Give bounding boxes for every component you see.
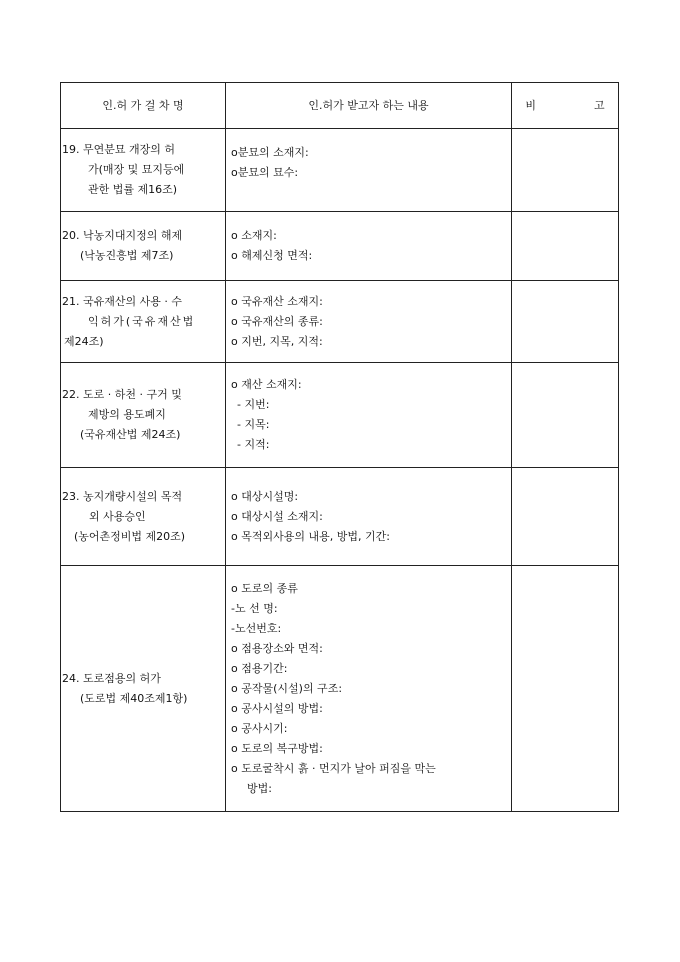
procedure-cell xyxy=(61,281,226,363)
table-row xyxy=(61,129,619,212)
content-cell xyxy=(226,212,512,281)
table-row xyxy=(61,468,619,566)
procedure-line: 가(매장 및 묘지등에 xyxy=(88,163,185,176)
table-row xyxy=(61,212,619,281)
content-line: o 대상시설 소재지: xyxy=(231,509,323,523)
procedure-line: 23. 농지개량시설의 목적 xyxy=(62,489,183,503)
content-line: o 대상시설명: xyxy=(231,489,299,503)
content-line: o 지번, 지목, 지적: xyxy=(231,334,323,348)
permit-table xyxy=(60,82,619,812)
content-line: -노 선 명: xyxy=(231,601,278,615)
content-line: o 공사시기: xyxy=(231,721,288,735)
procedure-line: (도로법 제40조제1항) xyxy=(80,691,188,705)
content-cell xyxy=(226,566,512,812)
procedure-cell xyxy=(61,363,226,468)
procedure-line: 외 사용승인 xyxy=(89,509,146,523)
content-cell xyxy=(226,281,512,363)
content-line: o 도로의 종류 xyxy=(231,581,298,595)
content-line: o분묘의 묘수: xyxy=(231,166,299,179)
content-line: - 지번: xyxy=(237,398,270,411)
header-row xyxy=(61,83,619,129)
content-cell xyxy=(226,129,512,212)
procedure-line: 19. 무연분묘 개장의 허 xyxy=(62,143,175,156)
procedure-line: 관한 법률 제16조) xyxy=(88,183,178,196)
procedure-cell xyxy=(61,566,226,812)
content-line: o 점용기간: xyxy=(231,661,288,675)
procedure-line: 제방의 용도폐지 xyxy=(88,408,166,421)
remarks-cell xyxy=(512,566,619,812)
header-remarks xyxy=(512,83,619,129)
content-cell xyxy=(226,363,512,468)
header-remarks-a: 비 xyxy=(525,98,536,112)
procedure-cell xyxy=(61,129,226,212)
procedure-cell xyxy=(61,212,226,281)
header-content: 인.허가 받고자 하는 내용 xyxy=(226,83,512,129)
procedure-line: (국유재산법 제24조) xyxy=(80,428,181,441)
table-row xyxy=(61,566,619,812)
procedure-line: 익허가(국유재산법 xyxy=(88,314,196,328)
procedure-line: 22. 도로 · 하천 · 구거 및 xyxy=(62,388,182,401)
content-line: o 재산 소재지: xyxy=(231,378,302,391)
procedure-line: 24. 도로점용의 허가 xyxy=(62,671,161,685)
procedure-line: 21. 국유재산의 사용 · 수 xyxy=(62,294,182,308)
content-line: o 점용장소와 면적: xyxy=(231,641,323,655)
remarks-cell xyxy=(512,363,619,468)
content-line: o 도로굴착시 흙 · 먼지가 날아 퍼짐을 막는 xyxy=(231,761,436,775)
header-remarks-b: 고 xyxy=(594,98,605,112)
procedure-line: (농어촌정비법 제20조) xyxy=(74,529,186,543)
procedure-cell xyxy=(61,468,226,566)
remarks-cell xyxy=(512,212,619,281)
content-line: o 공사시설의 방법: xyxy=(231,701,323,715)
content-line: o 국유재산 소재지: xyxy=(231,294,323,308)
content-cell xyxy=(226,468,512,566)
content-line: o 공작물(시설)의 구조: xyxy=(231,681,343,695)
table-row xyxy=(61,281,619,363)
remarks-cell xyxy=(512,468,619,566)
header-procedure: 인.허 가 걸 차 명 xyxy=(61,83,226,129)
remarks-cell xyxy=(512,281,619,363)
content-line: o 소재지: xyxy=(231,229,277,242)
content-line: o 해제신청 면적: xyxy=(231,249,313,262)
content-line: - 지목: xyxy=(237,418,270,431)
procedure-line: 20. 낙농지대지정의 해제 xyxy=(62,229,183,242)
content-line: o 국유재산의 종류: xyxy=(231,314,323,328)
table-row xyxy=(61,363,619,468)
procedure-line: (낙농진흥법 제7조) xyxy=(80,249,174,262)
content-line: - 지적: xyxy=(237,438,270,451)
content-line: 방법: xyxy=(247,781,272,795)
content-line: o 도로의 복구방법: xyxy=(231,741,323,755)
remarks-cell xyxy=(512,129,619,212)
content-line: -노선번호: xyxy=(231,621,282,635)
content-line: o 목적외사용의 내용, 방법, 기간: xyxy=(231,529,390,543)
procedure-line: 제24조) xyxy=(64,334,104,348)
content-line: o분묘의 소재지: xyxy=(231,146,309,159)
